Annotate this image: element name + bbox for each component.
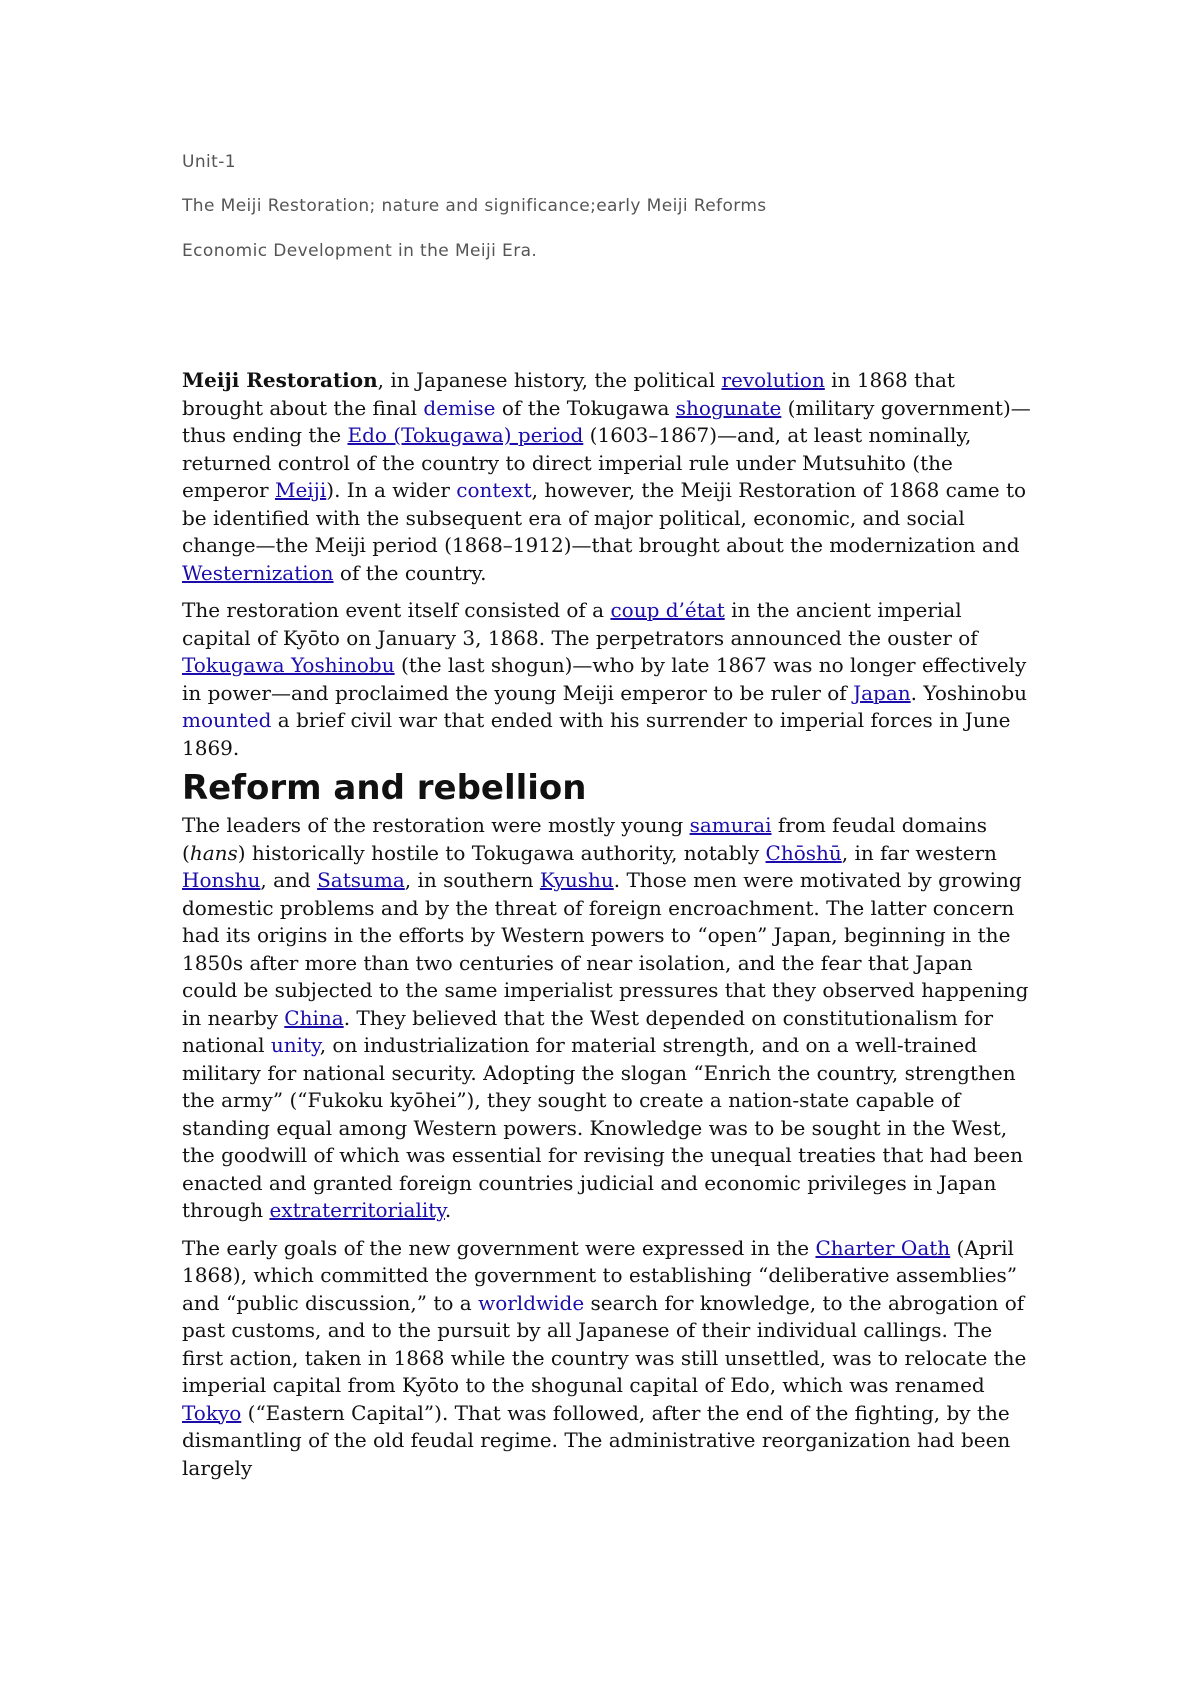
paragraph-restoration-leaders (182, 812, 1032, 1225)
paragraph-text: of the country. (333, 560, 487, 585)
paragraph-text: ). In a wider (326, 478, 457, 502)
paragraph-text: (April 1868), which committed the government to establishing “deliberative assemblies” and “public discussion,” to a (182, 1235, 1018, 1315)
topic-line-1: The Meiji Restoration; nature and significance;early Meiji Reforms (182, 196, 767, 216)
link-china[interactable]: China (284, 1005, 344, 1030)
link-japan[interactable]: Japan (853, 680, 911, 705)
link-westernization[interactable]: Westernization (182, 560, 334, 585)
link-satsuma[interactable]: Satsuma (317, 868, 405, 892)
paragraph-early-goals (182, 1235, 1032, 1483)
paragraph-text: , and (260, 868, 318, 892)
link-charter-oath[interactable]: Charter Oath (815, 1235, 951, 1260)
paragraph-text: , in far western (841, 840, 997, 865)
paragraph-text: , on industrialization for material strength, and on a well-trained military for national security. Adopting the slogan “Enrich the country, strengthen the army” (“Fukoku kyōhei”), they sought to create a nation-state capable of standing equal among Western powers. Knowledge was to be sought in the West, the goodwill of which was essential for revising the unequal treaties that had been enacted and granted foreign countries judicial and economic privileges in Japan through (182, 1033, 1023, 1222)
link-shogunate[interactable]: shogunate (675, 395, 782, 420)
paragraph-restoration-event (182, 597, 1032, 762)
link-tokyo[interactable]: Tokyo (182, 1400, 242, 1425)
link-samurai[interactable]: samurai (689, 813, 772, 837)
link-worldwide[interactable]: worldwide (478, 1290, 585, 1315)
paragraph-text: of the Tokugawa (495, 395, 676, 420)
paragraph-text: , in southern (404, 868, 540, 892)
paragraph-text: The early goals of the new government were expressed in the (182, 1235, 816, 1260)
link-edo-period[interactable]: Edo (Tokugawa) period (347, 423, 584, 447)
paragraph-text: a brief civil war that ended with his surrender to imperial forces in June 1869. (182, 708, 1011, 760)
term-hans: hans (189, 840, 238, 865)
link-honshu[interactable]: Honshu (182, 868, 261, 892)
term-meiji-restoration: Meiji Restoration (182, 368, 378, 392)
link-demise[interactable]: demise (423, 395, 496, 420)
link-mounted[interactable]: mounted (182, 708, 272, 732)
link-revolution[interactable]: revolution (721, 368, 825, 392)
link-unity[interactable]: unity (270, 1033, 320, 1057)
paragraph-text: (1603–1867)—and, at least nominally, returned control of the country to direct imperial rule under Mutsuhito (the emperor (182, 423, 972, 502)
paragraph-text: in the ancient imperial capital of Kyōto on January 3, 1868. The perpetrators announced the ouster of (182, 598, 978, 650)
document-page (182, 150, 1032, 1482)
section-heading-reform: Reform and rebellion (182, 768, 587, 808)
paragraph-text: in 1868 that brought about the final (182, 368, 955, 420)
link-extraterritoriality[interactable]: extraterritoriality (269, 1198, 445, 1222)
paragraph-text: . (444, 1198, 452, 1222)
paragraph-text: , in Japanese history, the political (377, 368, 722, 392)
link-context[interactable]: context (456, 478, 532, 502)
paragraph-text: The leaders of the restoration were mostly young (182, 813, 690, 837)
topic-line-2: Economic Development in the Meiji Era. (182, 241, 538, 261)
link-kyushu[interactable]: Kyushu (539, 868, 614, 892)
paragraph-text: . Those men were motivated by growing domestic problems and by the threat of foreign encroachment. The latter concern had its origins in the efforts by Western powers to “open” Japan, beginning in the 1850s after more than two centuries of near isolation, and the fear that Japan could be subjected to the same imperialist pressures that they observed happening in nearby (182, 868, 1029, 1030)
paragraph-text: (the last shogun)—who by late 1867 was no longer effectively in power—and proclaimed the young Meiji emperor to be ruler of (182, 653, 1027, 705)
link-meiji[interactable]: Meiji (274, 478, 327, 502)
paragraph-text: search for knowledge, to the abrogation of past customs, and to the pursuit by all Japanese of their individual callings. The first action, taken in 1868 while the country was still unsettled, was to relocate the imperial capital from Kyōto to the shogunal capital of Edo, which was renamed (182, 1290, 1027, 1397)
paragraph-text: . Yoshinobu (910, 680, 1028, 705)
paragraph-meiji-restoration (182, 367, 1032, 587)
paragraph-text: (military government)—thus ending the (182, 395, 1031, 447)
paragraph-text: (“Eastern Capital”). That was followed, after the end of the fighting, by the dismantling of the old feudal regime. The administrative reorganization had been largely (182, 1400, 1011, 1480)
link-choshu[interactable]: Chōshū (765, 840, 842, 865)
paragraph-text: from feudal domains ( (182, 813, 988, 865)
paragraph-text: The restoration event itself consisted of a (182, 598, 611, 622)
paragraph-text: ) historically hostile to Tokugawa authority, notably (237, 840, 766, 865)
unit-label: Unit-1 (182, 152, 236, 172)
paragraph-text: . They believed that the West depended on constitutionalism for national (182, 1005, 994, 1057)
link-tokugawa-yoshinobu[interactable]: Tokugawa Yoshinobu (182, 653, 395, 677)
paragraph-text: , however, the Meiji Restoration of 1868 came to be identified with the subsequent era of major political, economic, and social change—the Meiji period (1868–1912)—that brought about the modernization and (182, 478, 1027, 557)
link-coup-detat[interactable]: coup d’état (610, 598, 725, 622)
